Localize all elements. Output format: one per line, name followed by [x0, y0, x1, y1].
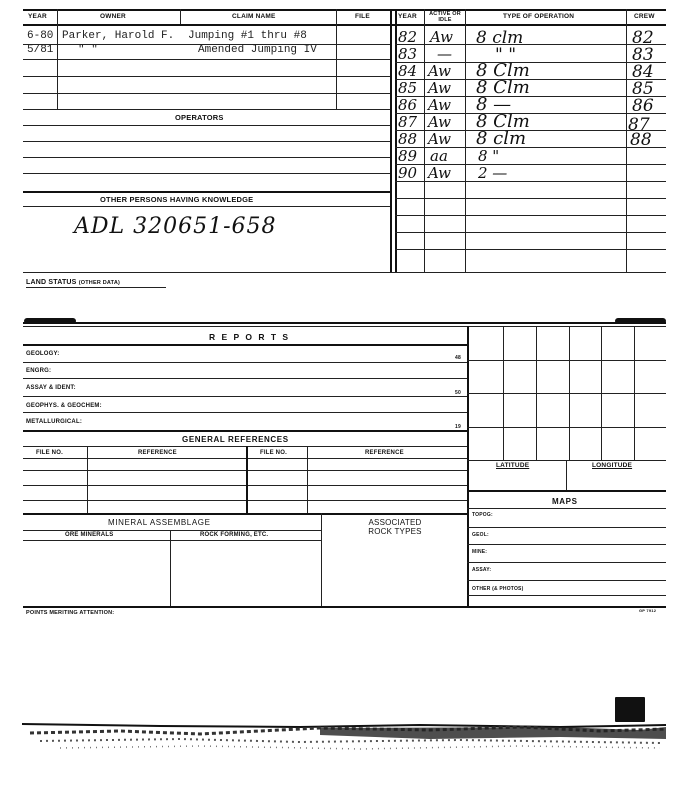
maps-geol: GEOL:: [472, 532, 489, 538]
claim-date-2: 5/81: [27, 44, 54, 56]
maps-other: OTHER (& PHOTOS): [472, 586, 524, 592]
report-assay: ASSAY & IDENT:: [26, 385, 76, 391]
op-crew-83: 83: [632, 45, 654, 65]
op-type-90: 2 —: [478, 164, 508, 182]
header-active-idle: ACTIVE OR IDLE: [429, 11, 461, 23]
op-year-90: 90: [398, 164, 418, 182]
op-year-87: 87: [398, 113, 418, 131]
report-geology: GEOLOGY:: [26, 351, 60, 357]
claim-name-1: Jumping #1 thru #8: [188, 30, 307, 42]
reports-title: R E P O R T S: [209, 332, 291, 342]
op-crew-82: 82: [632, 28, 654, 48]
report-geophys: GEOPHYS. & GEOCHEM:: [26, 403, 102, 409]
op-type-85: 8 Clm: [476, 77, 530, 98]
claim-name-2: Amended Jumping IV: [198, 44, 317, 56]
op-year-89: 89: [398, 147, 418, 165]
header-type-of-operation: TYPE OF OPERATION: [503, 13, 575, 20]
op-crew-86: 86: [632, 96, 654, 116]
land-status-title: LAND STATUS: [26, 279, 77, 286]
op-year-84: 84: [398, 62, 418, 80]
rock-forming-label: ROCK FORMING, ETC.: [200, 532, 269, 538]
longitude-label: LONGITUDE: [592, 462, 633, 469]
op-type-83: " ": [495, 45, 517, 65]
op-year-83: 83: [398, 45, 418, 63]
op-status-90: Aw: [428, 164, 451, 182]
op-year-82: 82: [398, 28, 418, 46]
header-file: FILE: [355, 13, 370, 20]
op-crew-84: 84: [632, 62, 654, 82]
op-year-88: 88: [398, 130, 418, 148]
header-claim-name: CLAIM NAME: [232, 13, 276, 20]
header-owner: OWNER: [100, 13, 126, 20]
bottom-smear: [0, 715, 678, 775]
header-year: YEAR: [28, 13, 47, 20]
header-crew: CREW: [634, 13, 655, 20]
op-crew-88: 88: [630, 130, 652, 150]
maps-title: MAPS: [552, 497, 578, 506]
ore-minerals-label: ORE MINERALS: [65, 532, 114, 538]
op-status-82: Aw: [430, 28, 453, 46]
genref-reference-1: REFERENCE: [138, 450, 177, 456]
op-type-87: 8 Clm: [476, 111, 530, 132]
latitude-label: LATITUDE: [496, 462, 530, 469]
op-year-85: 85: [398, 79, 418, 97]
op-type-82: 8 clm: [476, 28, 524, 48]
report-engrg: ENGRG:: [26, 368, 52, 374]
op-status-85: Aw: [428, 79, 451, 97]
op-type-88: 8 clm: [476, 128, 527, 149]
op-type-86: 8 —: [476, 94, 512, 115]
op-status-86: Aw: [428, 96, 451, 114]
maps-topog: TOPOG:: [472, 512, 493, 518]
land-status-sub: (OTHER DATA): [78, 280, 121, 286]
operators-label: OPERATORS: [175, 113, 224, 122]
op-status-89: aa: [430, 147, 448, 165]
genref-reference-2: REFERENCE: [365, 450, 404, 456]
maps-assay: ASSAY:: [472, 567, 492, 573]
op-status-88: Aw: [428, 130, 451, 148]
op-crew-87: 87: [628, 115, 650, 135]
op-type-84: 8 Clm: [476, 60, 530, 81]
op-crew-85: 85: [632, 79, 654, 99]
op-type-89: 8 ": [478, 147, 500, 165]
genref-file-no-2: FILE NO.: [260, 450, 287, 456]
maps-mine: MINE:: [472, 549, 488, 555]
report-assay-num: 50: [455, 390, 461, 396]
claim-owner-2: " ": [78, 44, 98, 56]
report-metallurgical: METALLURGICAL:: [26, 419, 83, 425]
genref-file-no-1: FILE NO.: [36, 450, 63, 456]
mineral-assemblage-title: MINERAL ASSEMBLAGE: [108, 518, 211, 527]
op-status-87: Aw: [428, 113, 451, 131]
claim-date-1: 6-80: [27, 30, 54, 42]
op-status-84: Aw: [428, 62, 451, 80]
other-persons-label: OTHER PERSONS HAVING KNOWLEDGE: [100, 195, 254, 204]
points-meriting-attention: POINTS MERITING ATTENTION:: [26, 610, 115, 616]
land-status-label: [26, 279, 120, 286]
report-geology-num: 48: [455, 355, 461, 361]
op-status-83: —: [437, 45, 452, 63]
header-year-2: YEAR: [398, 13, 417, 20]
claim-owner-1: Parker, Harold F.: [62, 30, 175, 42]
associated-rock-types: ASSOCIATED ROCK TYPES: [368, 518, 422, 536]
other-persons-note: ADL 320651-658: [74, 214, 277, 239]
op-year-86: 86: [398, 96, 418, 114]
report-metallurgical-num: 19: [455, 424, 461, 430]
general-references-title: GENERAL REFERENCES: [182, 435, 289, 444]
form-code: GP 7912: [639, 608, 657, 613]
